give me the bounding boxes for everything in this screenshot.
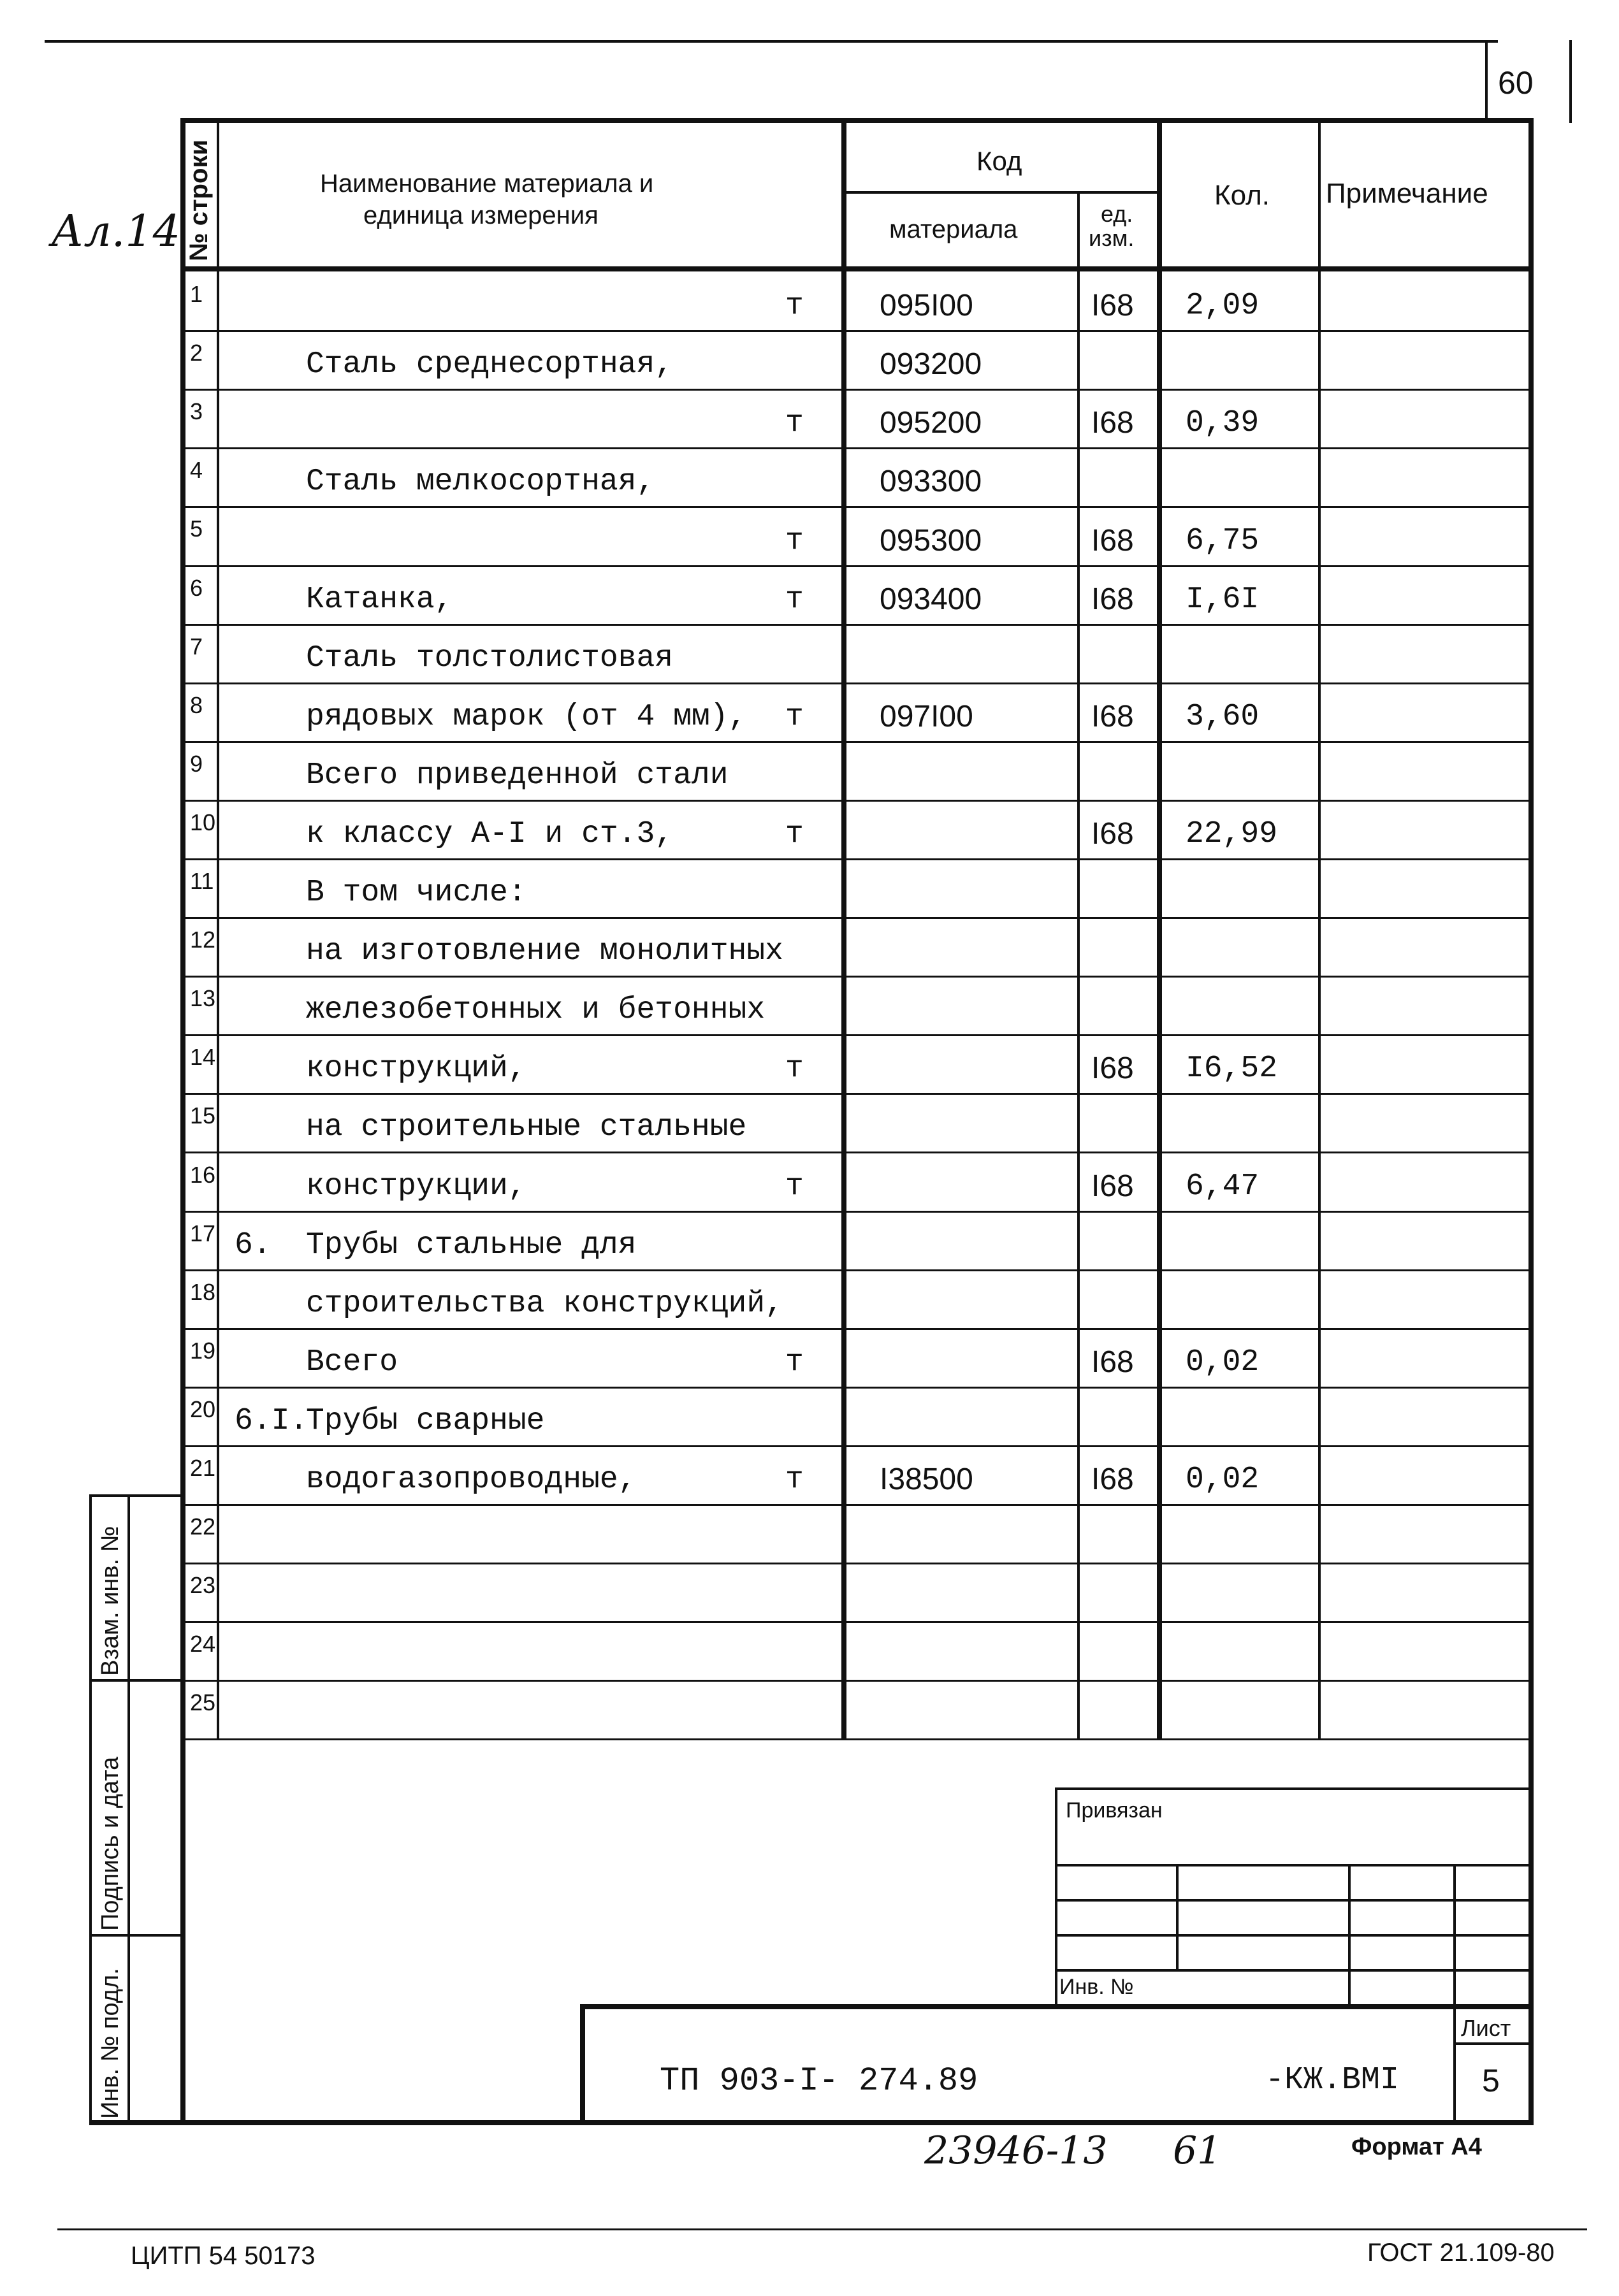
header-name-line2: единица измерения [363, 201, 599, 229]
row-name: конструкции, [306, 1169, 526, 1204]
row-unit-t: т [785, 582, 804, 617]
row-qty: I6,52 [1186, 1051, 1278, 1086]
row-rule [183, 1563, 1531, 1564]
row-rule [183, 624, 1531, 626]
row-material-code: 093400 [880, 582, 982, 616]
row-unit-t: т [785, 406, 804, 440]
row-rule [183, 1269, 1531, 1271]
row-rule [183, 682, 1531, 684]
row-number: 10 [190, 809, 216, 835]
row-rule [183, 1738, 1531, 1740]
stamp-top [1055, 1787, 1534, 1790]
header-unit-line1: ед. [1101, 201, 1133, 227]
row-unit-code: I68 [1091, 1462, 1134, 1496]
page-number-box-right [1569, 40, 1572, 123]
row-number: 23 [190, 1572, 216, 1598]
row-qty: I,6I [1186, 582, 1260, 617]
side-panel-left [89, 1494, 92, 2125]
code-subheader-rule [841, 191, 1157, 194]
row-unit-code: I68 [1091, 406, 1134, 440]
row-unit-t: т [785, 1462, 804, 1497]
footer-right: ГОСТ 21.109-80 [1367, 2239, 1555, 2267]
side-panel-rule-2 [89, 1934, 183, 1937]
row-rule [183, 1621, 1531, 1623]
footer-rule [57, 2228, 1587, 2230]
header-name-line1: Наименование материала и [320, 170, 654, 198]
row-qty: 0,39 [1186, 406, 1260, 440]
row-number: 11 [190, 868, 214, 894]
row-number: 4 [190, 457, 203, 483]
row-rule [183, 1152, 1531, 1153]
titleblock-doc-suffix: -КЖ.ВМI [1265, 2062, 1400, 2098]
titleblock-sheet-no: 5 [1482, 2063, 1500, 2098]
row-rule [183, 917, 1531, 919]
row-material-code: I38500 [880, 1462, 973, 1496]
row-qty: 3,60 [1186, 700, 1260, 734]
row-name: Катанка, [306, 582, 453, 617]
col-qty-right [1318, 118, 1321, 1740]
stamp-privyazan: Привязан [1066, 1798, 1163, 1823]
row-number: 9 [190, 751, 203, 777]
row-name: на изготовление монолитных [306, 934, 783, 969]
row-number: 20 [190, 1396, 216, 1422]
stamp-inv-no: Инв. № [1059, 1975, 1134, 1999]
row-number: 21 [190, 1455, 216, 1481]
row-rule [183, 800, 1531, 802]
stamp-col-2 [1348, 1864, 1351, 2004]
row-number: 24 [190, 1631, 216, 1657]
row-unit-t: т [785, 1051, 804, 1086]
row-number: 12 [190, 927, 216, 953]
row-rule [183, 1093, 1531, 1095]
row-name: В том числе: [306, 876, 526, 910]
side-label-inv-podl: Инв. № подл. [97, 1968, 124, 2119]
format-label: Формат А4 [1351, 2134, 1482, 2160]
row-number: 6 [190, 575, 203, 601]
stamp-col-3 [1453, 1864, 1456, 2004]
frame-left [180, 118, 185, 2125]
header-material: материала [889, 215, 1018, 243]
row-number: 25 [190, 1689, 216, 1715]
row-rule [183, 389, 1531, 391]
row-unit-code: I68 [1091, 1345, 1134, 1379]
side-panel-top [89, 1494, 183, 1497]
row-material-code: 093200 [880, 347, 982, 381]
stamp-rule-3 [1055, 1934, 1534, 1937]
row-unit-code: I68 [1091, 817, 1134, 851]
row-number: 15 [190, 1102, 216, 1129]
header-unit-line2: изм. [1089, 225, 1135, 251]
row-name: Сталь среднесортная, [306, 347, 674, 382]
row-name: железобетонных и бетонных [306, 993, 766, 1027]
row-prefix: 6. [235, 1228, 272, 1262]
row-name: Трубы стальные для [306, 1228, 637, 1262]
row-number: 2 [190, 340, 203, 366]
col-rowno-right [217, 118, 219, 1740]
titleblock-sheet-rule [1453, 2042, 1534, 2045]
row-unit-code: I68 [1091, 1051, 1134, 1085]
row-name: на строительные стальные [306, 1110, 747, 1144]
header-row-no: № строки [185, 139, 213, 261]
row-number: 16 [190, 1162, 216, 1188]
row-unit-code: I68 [1091, 1169, 1134, 1203]
row-qty: 2,09 [1186, 289, 1260, 323]
row-rule [183, 447, 1531, 449]
handwritten-code: 23946-13 [924, 2128, 1108, 2173]
row-number: 19 [190, 1338, 216, 1364]
row-number: 8 [190, 692, 203, 718]
row-number: 17 [190, 1220, 216, 1246]
row-prefix: 6.I. [235, 1404, 309, 1438]
row-rule [183, 1680, 1531, 1682]
row-number: 5 [190, 516, 203, 542]
side-panel-rule-1 [89, 1679, 183, 1682]
row-unit-t: т [785, 524, 804, 558]
row-name: строительства конструкций, [306, 1287, 783, 1321]
row-rule [183, 506, 1531, 508]
row-unit-code: I68 [1091, 289, 1134, 322]
row-unit-t: т [785, 700, 804, 734]
row-name: к классу А-I и ст.3, [306, 817, 674, 851]
row-unit-t: т [785, 1169, 804, 1204]
row-number: 3 [190, 398, 203, 424]
titleblock-doc-code: ТП 903-I- 274.89 [660, 2062, 978, 2100]
page-number-box-left [1485, 40, 1488, 123]
side-panel-divider [127, 1494, 130, 2125]
row-number: 1 [190, 281, 203, 307]
row-qty: 6,75 [1186, 524, 1260, 558]
row-qty: 0,02 [1186, 1462, 1260, 1497]
row-qty: 22,99 [1186, 817, 1278, 851]
header-bottom-rule [180, 266, 1534, 271]
row-rule [183, 741, 1531, 743]
row-rule [183, 976, 1531, 978]
frame-right [1528, 118, 1534, 2125]
row-number: 13 [190, 985, 216, 1011]
row-rule [183, 565, 1531, 567]
row-name: конструкций, [306, 1051, 526, 1086]
row-name: Всего [306, 1345, 398, 1380]
row-material-code: 095200 [880, 406, 982, 440]
stamp-col-1 [1176, 1864, 1179, 1969]
row-unit-code: I68 [1091, 700, 1134, 733]
row-rule [183, 1387, 1531, 1389]
side-label-podpis: Подпись и дата [97, 1756, 124, 1931]
row-name: Сталь толстолистовая [306, 641, 674, 675]
header-qty: Кол. [1214, 180, 1270, 211]
col-name-right [841, 118, 846, 1740]
row-qty: 0,02 [1186, 1345, 1260, 1380]
col-material-right [1077, 191, 1080, 1740]
titleblock-left [580, 2004, 585, 2122]
side-label-vzam: Взам. инв. № [97, 1526, 124, 1676]
footer-left: ЦИТП 54 50173 [131, 2242, 316, 2270]
row-unit-t: т [785, 817, 804, 851]
row-rule [183, 1445, 1531, 1447]
titleblock-sheet-label: Лист [1461, 2015, 1511, 2041]
frame-top [180, 118, 1534, 123]
col-unit-right [1157, 118, 1162, 1740]
stamp-rule-4 [1055, 1969, 1534, 1972]
row-material-code: 095300 [880, 524, 982, 558]
header-note: Примечание [1326, 178, 1488, 209]
row-unit-code: I68 [1091, 524, 1134, 558]
titleblock-top [580, 2004, 1534, 2009]
row-rule [183, 330, 1531, 332]
row-rule [183, 1211, 1531, 1213]
row-name: водогазопроводные, [306, 1462, 637, 1497]
row-rule [183, 858, 1531, 860]
frame-bottom [89, 2120, 1534, 2125]
row-unit-t: т [785, 1345, 804, 1380]
handwritten-mark: Ал.14 [51, 206, 180, 257]
row-rule [183, 1034, 1531, 1036]
top-rule [45, 40, 1498, 43]
row-name: рядовых марок (от 4 мм), [306, 700, 747, 734]
row-qty: 6,47 [1186, 1169, 1260, 1204]
row-number: 22 [190, 1513, 216, 1540]
handwritten-num: 61 [1173, 2128, 1222, 2173]
row-name: Сталь мелкосортная, [306, 465, 655, 499]
stamp-left [1055, 1787, 1057, 2004]
row-number: 14 [190, 1044, 216, 1070]
row-number: 7 [190, 633, 203, 660]
row-unit-code: I68 [1091, 582, 1134, 616]
row-rule [183, 1504, 1531, 1506]
row-unit-t: т [785, 289, 804, 323]
header-code: Код [976, 146, 1022, 176]
row-number: 18 [190, 1279, 216, 1305]
titleblock-sheet-left [1453, 2004, 1456, 2122]
stamp-rule-1 [1055, 1864, 1534, 1866]
row-name: Всего приведенной стали [306, 758, 729, 793]
page-number: 60 [1498, 65, 1534, 101]
row-name: Трубы сварные [306, 1404, 545, 1438]
row-material-code: 097I00 [880, 700, 973, 733]
row-rule [183, 1328, 1531, 1330]
row-material-code: 093300 [880, 465, 982, 498]
row-material-code: 095I00 [880, 289, 973, 322]
stamp-rule-2 [1055, 1899, 1534, 1902]
